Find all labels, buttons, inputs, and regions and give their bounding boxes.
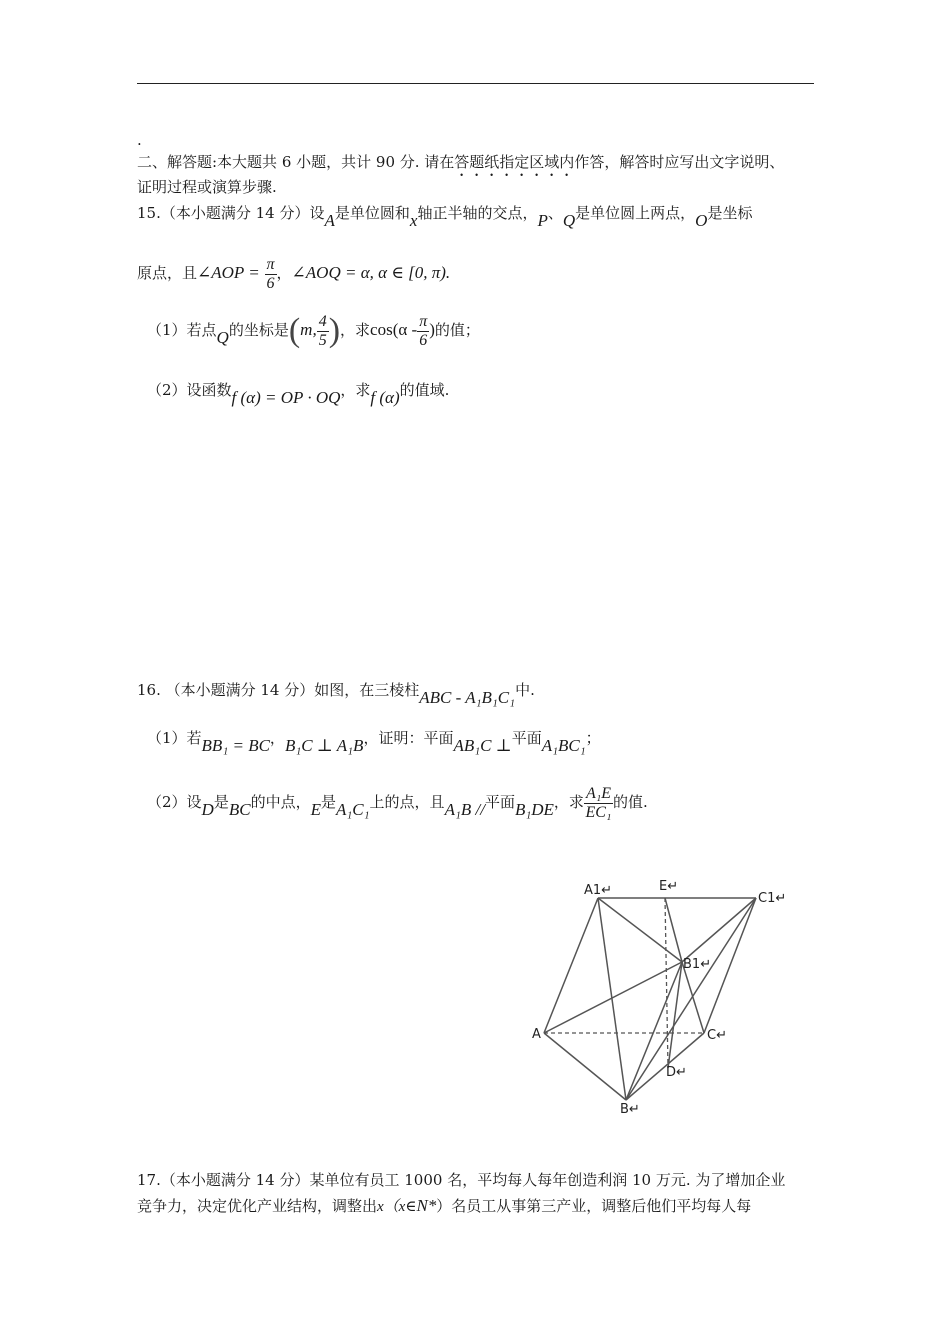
q15-line2 [137,254,450,293]
prism-figure [520,870,800,1120]
q16-p1-text-c: ，证明：平面 [363,729,454,747]
var-Q: Q [562,211,576,230]
edge-b1-c [682,962,704,1033]
q15-part2 [147,380,450,407]
seg-BC: BC [228,800,251,819]
fraction-4-5 [317,313,329,350]
stray-dot: . [137,131,142,149]
q15-text2: 轴正半轴的交点， [417,204,538,222]
angle-aop: ∠AOP = [197,263,260,282]
q15-p2-text-b: ，求 [340,381,371,399]
func-f2: f (α) [370,388,400,407]
q15-sep: 、 [547,204,563,222]
q15-text1: 是单位圆和 [334,204,410,222]
edge-e-d-hidden [665,898,668,1068]
q16-p2-text-c: 的中点， [250,793,311,811]
q16-p2-text-b: 是 [213,793,229,811]
right-paren: ) [328,312,341,349]
left-paren: ( [288,312,301,349]
intro-text-b: 作答，解答时应写出文字说明、 [574,153,785,171]
var-A: A [324,211,335,230]
edge-a1-b [598,898,626,1100]
prism-name: ABC - A₁B₁C₁ [419,688,516,707]
coord-m: m, [300,320,317,339]
frac-num: A₁E [585,784,612,802]
q16-line1 [137,680,535,707]
label-A1: A1↵ [584,883,613,898]
func-f: f (α) = OP · OQ [231,388,341,407]
frac-den: EC₁ [585,803,612,821]
header-rule [137,83,814,84]
edge-b-c [626,1033,704,1100]
label-B1: B1↵ [683,957,712,972]
cos-expr: cos(α - [370,320,418,339]
q16-p2-text-e: 上的点，且 [369,793,445,811]
q16-part1 [147,728,601,755]
q15-p1-text-b: 的坐标是 [228,321,289,339]
q16-p1-comma: ， [269,729,285,747]
q15-p1-text-d: 的值； [434,321,480,339]
edge-a-b1 [544,962,682,1033]
var-E: E [310,800,321,819]
q15-p1-text-c: ，求 [340,321,371,339]
q16-p2-text-h: 的值. [613,793,648,811]
q15-p1-text-a: （1）若点 [147,321,217,339]
frac-den: 6 [266,274,275,292]
plane-ab1c: AB₁C ⊥ [453,736,512,755]
edge-c1-b [626,898,756,1100]
q15-line2-text: 原点，且 [137,264,198,282]
q15-text4: 是坐标 [707,204,753,222]
var-P: P [537,211,548,230]
q15-p2-text-a: （2）设函数 [147,381,232,399]
parallel-a1b: A₁B // [444,800,485,819]
intro-text-a: 二、解答题:本大题共 6 小题，共计 90 分. 请在 [137,153,455,171]
label-C1: C1↵ [758,891,787,906]
q16-p1-text-d: 平面 [511,729,542,747]
q15-comma: ， [276,264,292,282]
section-intro [137,152,784,180]
var-x: x [409,211,418,230]
seg-A1C1: A₁C₁ [336,800,370,819]
q17-line1: 17.（本小题满分 14 分）某单位有员工 1000 名，平均每人每年创造利润 10 万元. 为了增加企业 [137,1171,786,1189]
q16-p2-text-f: 平面 [484,793,515,811]
var-x-in: x（x∈ [377,1199,417,1215]
edge-e-b1 [665,898,682,962]
cos-close: ) [429,320,435,339]
var-D: D [201,800,214,819]
q15-p2-text-c: 的值域. [399,381,450,399]
q16-part2 [147,782,648,822]
q15-line1 [137,203,753,230]
q16-lead: 16. （本小题满分 14 分）如图，在三棱柱 [137,681,420,699]
fraction-pi-6 [265,256,277,293]
q16-p2-text-a: （2）设 [147,793,202,811]
q17-line2 [137,1196,751,1217]
label-A: A [532,1027,541,1042]
edge-a1-a [544,898,598,1033]
q15-part1 [147,310,480,351]
frac-num: π [266,255,275,273]
q17-text-a: 竞争力，决定优化产业结构，调整出 [137,1197,378,1215]
label-C: C↵ [707,1028,727,1043]
plane-b1de: B₁DE [514,800,554,819]
perp-b1c-a1b: B₁C ⊥ A₁B [284,736,364,755]
q15-text3: 是单位圆上两点， [575,204,696,222]
fraction-pi-6-b [417,313,429,350]
frac-num: π [419,312,428,330]
q16-p1-text-e: ； [585,729,601,747]
q16-p2-text-g: ，求 [553,793,584,811]
plane-a1bc1: A₁BC₁ [541,736,586,755]
var-Q-point: Q [216,328,229,347]
frac-den: 5 [318,331,327,349]
section-intro-line2: 证明过程或演算步骤. [137,178,277,196]
intro-emphasis: 答题纸指定区域内 [454,153,575,171]
q17-text-b: ）名员工从事第三产业，调整后他们平均每人每 [436,1197,752,1215]
edge-a-b [544,1033,626,1100]
label-E: E↵ [659,879,679,894]
set-N: N* [416,1196,437,1215]
edge-c1-b1 [682,898,756,962]
q15-lead: 15.（本小题满分 14 分）设 [137,204,325,222]
var-O: O [695,211,708,230]
frac-num: 4 [318,312,327,330]
frac-den: 6 [419,331,428,349]
angle-aoq: ∠AOQ = α, α ∈ [0, π). [291,263,451,282]
q16-p2-text-d: 是 [320,793,336,811]
edge-a1-b1 [598,898,682,962]
label-B: B↵ [620,1102,640,1117]
q16-end: 中. [515,681,535,699]
eq-bb1-bc: BB₁ = BC [201,736,270,755]
q16-p1-text-a: （1）若 [147,729,202,747]
fraction-ae-ec1 [584,785,613,822]
label-D: D↵ [666,1065,687,1080]
